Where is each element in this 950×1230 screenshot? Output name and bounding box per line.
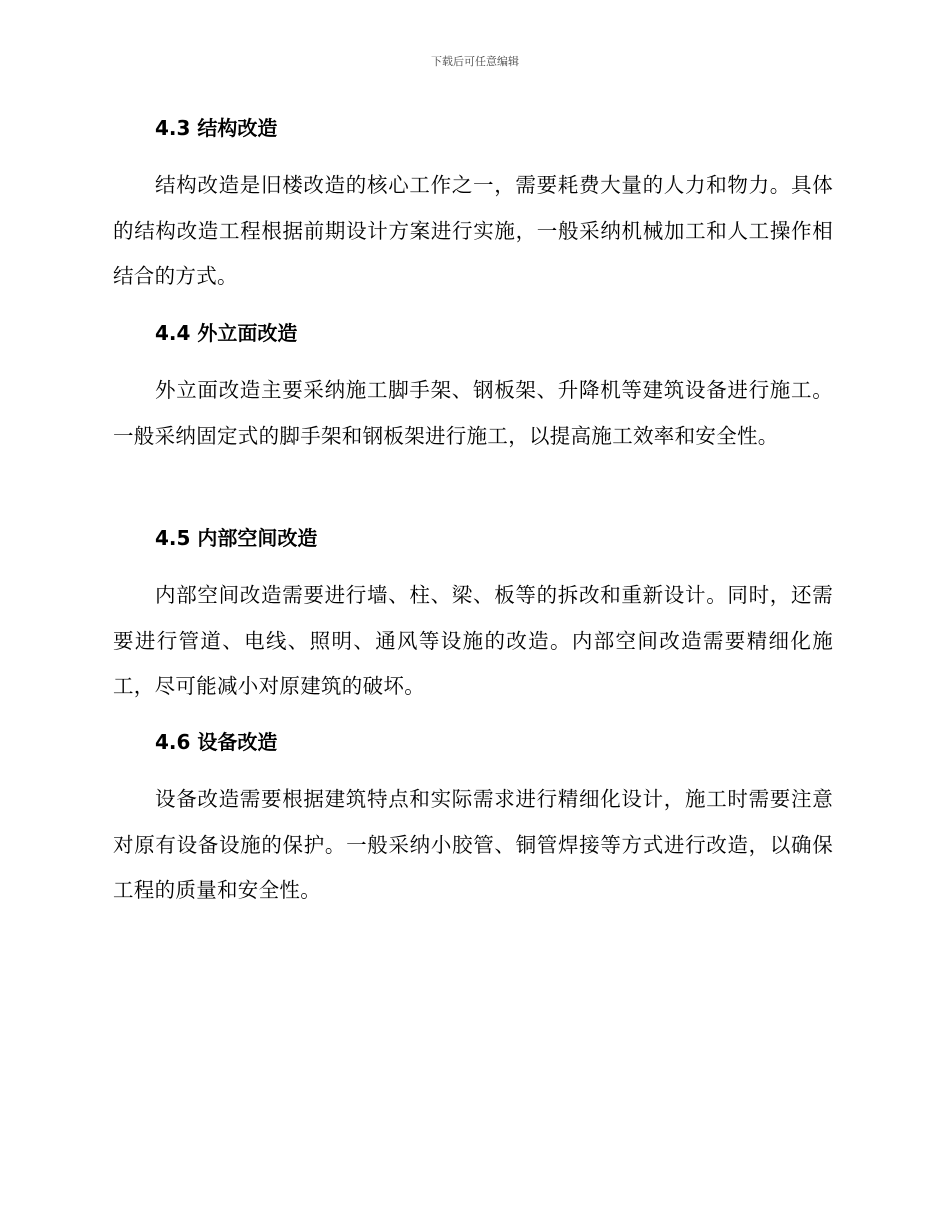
section-paragraph-4-4: 外立面改造主要采纳施工脚手架、钢板架、升降机等建筑设备进行施工。一般采纳固定式的脚手架和钢板架进行施工，以提高施工效率和安全性。: [113, 378, 833, 448]
section-paragraph-4-6: 设备改造需要根据建筑特点和实际需求进行精细化设计，施工时需要注意对原有设备设施的保护。一般采纳小胶管、铜管焊接等方式进行改造，以确保工程的质量和安全性。: [113, 787, 833, 902]
page-header: 下载后可任意编辑: [431, 55, 519, 68]
section-paragraph-4-5: 内部空间改造需要进行墙、柱、梁、板等的拆改和重新设计。同时，还需要进行管道、电线、照明、通风等设施的改造。内部空间改造需要精细化施工，尽可能减小对原建筑的破坏。: [113, 583, 833, 698]
section-heading-4-4: 4.4 外立面改造: [155, 321, 298, 345]
section-heading-4-3: 4.3 结构改造: [155, 116, 278, 140]
section-heading-4-6: 4.6 设备改造: [155, 730, 278, 754]
section-paragraph-4-3: 结构改造是旧楼改造的核心工作之一，需要耗费大量的人力和物力。具体的结构改造工程根据前期设计方案进行实施，一般采纳机械加工和人工操作相结合的方式。: [113, 173, 833, 288]
section-heading-4-5: 4.5 内部空间改造: [155, 526, 318, 550]
